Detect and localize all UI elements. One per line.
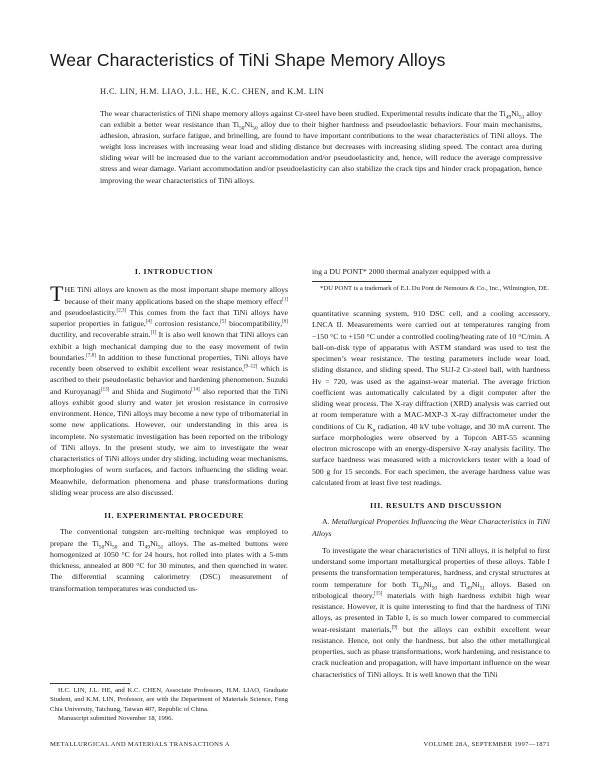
experimental-paragraph: The conventional tungsten arc-melting technique was employed to prepare the $Ti_{50}Ni_{50}$ and $Ti_{49}Ni_{51}$ alloys. The as-melted buttons were homogenized at 1050 °C for 24 hours, hot rolled into plates with a 5-mm thickness, annealed at 800 °C for 30 minutes, and then quenched in water. The differential scanning calorimetry (DSC) measurement of transformation temperatures was conducted us- xyxy=(50,527,288,593)
intro-heading: I. INTRODUCTION xyxy=(134,267,214,276)
results-heading: III. RESULTS AND DISCUSSION xyxy=(369,501,503,510)
right-column xyxy=(312,308,550,680)
subsection-heading: A. Metallurgical Properties Influencing the Wear Characteristics in TiNi Alloys xyxy=(312,517,550,538)
experimental-paragraph-2: quantitative scanning system, 910 DSC cell, and a cooling accessory, LNCA II. Measurements were carried out at temperatures ranging from −150 °C to +150 °C under a controlled cooling/heating rate of 10 °C/min. A ball-on-disk type of apparatus with ASTM standard was used to test the specimen’s wear resistance. The testing parameters include wear load, sliding distance, and sliding speed. The SUJ-2 Cr-steel ball, with hardness Hv = 720, was used as the against-wear material. The average friction coefficient was automatically calculated by a digit computer after the sliding wear process. The X-ray diffraction (XRD) analysis was carried out at room temperature with a MAC-MXP-3 X-ray diffractometer under the conditions of Cu $K_\alpha$ radiation, 40 kV tube voltage, and 30 mA current. The surface morphologies were observed by a Topcon ABT-55 scanning electron microscope with an energy-dispersive X-ray analysis facility. The surface hardness was measured with a microvickers tester with a load of 500 g for 15 seconds. For each specimen, the average hardness value was calculated from at least five test readings. xyxy=(312,309,550,487)
footnote-rule xyxy=(312,281,392,282)
trademark-footnote: *DU PONT is a trademark of E.I. Du Pont de Nemours & Co., Inc., Wilmington, DE. xyxy=(320,285,549,292)
author-list: H.C. LIN, H.M. LIAO, J.L. HE, K.C. CHEN, and K.M. LIN xyxy=(100,87,325,96)
affiliation-note xyxy=(50,686,288,724)
abstract: The wear characteristics of TiNi shape memory alloys against Cr-steel have been studied. Experimental results indicate that the $Ti_{49}Ni_{51}$ alloy can exhibit a better wear resistance than $Ti_{50}Ni_{50}$ alloy due to their higher hardness and pseudoelastic behaviors. Four main mechanisms, adhesion, abrasion, surface fatigue, and brinelling, are found to have important contributions to the wear characteristics of TiNi alloys. The weight loss increases with increasing wear load and sliding distance but decreases with increasing sliding speed. The contact area during sliding wear will be increased due to the variant accommodation and/or pseudoelasticity and, hence, will reduce the average compressive stress and wear damage. Variant accommodation and/or pseudoelasticity can also stabilize the crack tips and hinder crack propagation, hence improving the wear characteristics of TiNi alloys. xyxy=(100,109,542,185)
left-column xyxy=(50,266,288,594)
results-paragraph: To investigate the wear characteristics of TiNi alloys, it is helpful to first understand some important metallurgical properties of these alloys. Table I presents the transformation temperatures, hardness, and crystal structures at room temperature for both $Ti_{50}Ni_{50}$ and $Ti_{49}Ni_{51}$ alloys. Based on tribological theory,[15] materials with high hardness exhibit high wear resistance. However, it is quite interesting to find that the hardness of TiNi alloys, as presented in Table I, is so much lower compared to commercial wear-resistant materials,[9] but the alloys can exhibit excellent wear resistance. Hence, not only the hardness, but also the other metallurgical properties, such as phase transformations, work hardening, and resistance to crack nucleation and propagation, will have important influence on the wear characteristics of TiNi alloys. It is well known that the TiNi xyxy=(312,545,551,679)
volume-footer: VOLUME 28A, SEPTEMBER 1997—1871 xyxy=(423,741,550,748)
experimental-continued: ing a DU PONT* 2000 thermal analyzer equipped with a xyxy=(312,267,491,276)
affiliation-text: H.C. LIN, J.L. HE, and K.C. CHEN, Associate Professors, H.M. LIAO, Graduate Student, and K.M. LIN, Professor, are with the Department of Materials Science, Feng Chia University, Taichung, Taiwan 407, Republic of China. xyxy=(50,687,288,713)
paper-title: Wear Characteristics of TiNi Shape Memory Alloys xyxy=(50,50,446,70)
affiliation-rule xyxy=(50,683,130,684)
journal-footer: METALLURGICAL AND MATERIALS TRANSACTIONS A xyxy=(50,741,230,748)
submission-date: Manuscript submitted November 18, 1996. xyxy=(58,715,174,723)
drop-cap: T xyxy=(50,281,64,307)
intro-paragraph: THE TiNi alloys are known as the most important shape memory alloys because of their many applications based on the shape memory effect[1] and pseudoelasticity.[2,3] This comes from the fact that TiNi alloys have superior properties in fatigue,[4] corrosion resistance,[5] biocompatibility,[6] ductility, and recoverable strain.[1] It is also well known that TiNi alloys can exhibit a high mechanical damping due to the easy movement of twin boundaries.[7,8] In addition to these functional properties, TiNi alloys have recently been observed to exhibit excellent wear resistance,[9–12] which is ascribed to their pseudoelastic behavior and hardening phenomenon. Suzuki and Kuroyanagi[13] and Shida and Sugimoto[14] also reported that the TiNi alloys exhibit good slurry and water jet erosion resistance in corrosive environment. Hence, TiNi alloys may become a new type of tribomaterial in some new applications. However, our understanding in this area is incomplete. No systematic investigation has been reported on the tribology of TiNi alloys. In the present study, we aim to investigate the wear characteristics of TiNi alloys under dry sliding, including wear mechanisms, morphologies of worn surfaces, and factors influencing the sliding wear. Meanwhile, deformation phenomena and phase transformations during sliding wear process are also discussed. xyxy=(50,281,288,497)
experimental-heading: II. EXPERIMENTAL PROCEDURE xyxy=(104,511,244,520)
right-column-top xyxy=(312,266,550,277)
